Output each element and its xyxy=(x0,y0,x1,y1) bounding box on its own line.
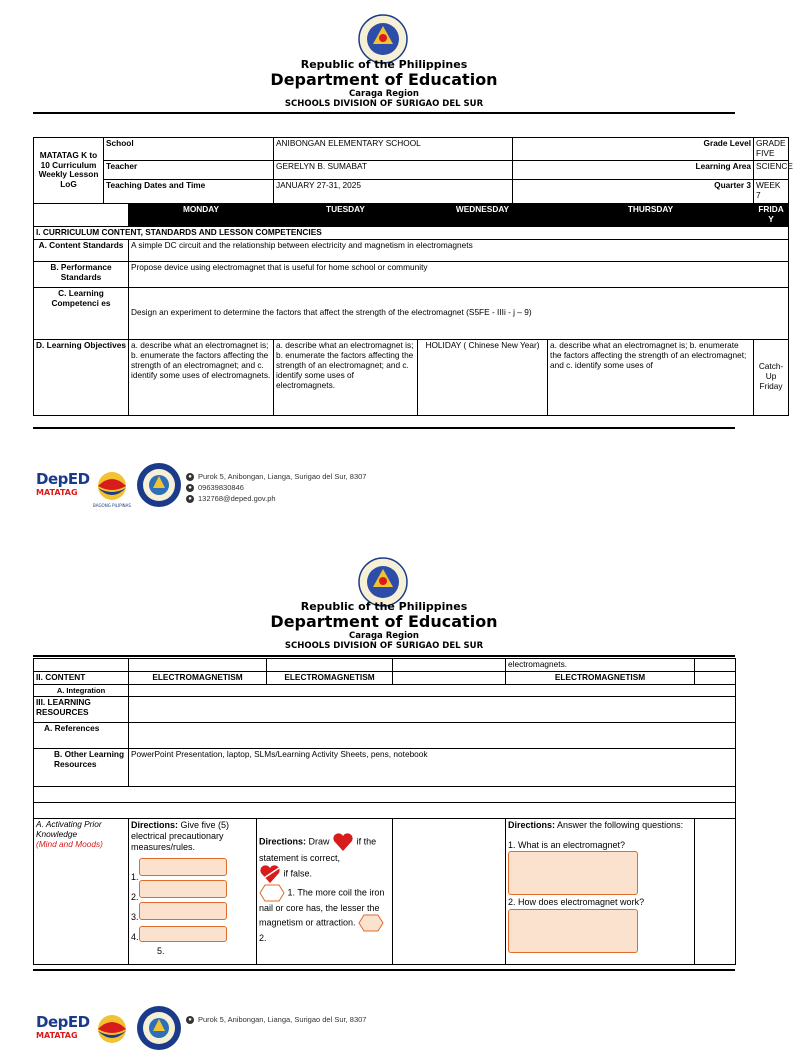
address-text: Purok 5, Anibongan, Lianga, Surigao del Sur, 8307 xyxy=(198,472,367,481)
week-value: WEEK 7 xyxy=(754,179,789,203)
lesson-log-table xyxy=(33,137,793,416)
section-1-title: I. CURRICULUM CONTENT, STANDARDS AND LESSON COMPETENCIES xyxy=(34,226,789,239)
objectives-wednesday: HOLIDAY ( Chinese New Year) xyxy=(418,339,548,415)
answer-box-q2[interactable] xyxy=(508,909,638,953)
deped-wordmark: DepED xyxy=(36,1013,90,1031)
monday-item-3: 3. xyxy=(131,911,139,922)
tuesday-item-1: 1. The more coil the iron nail or core has, the lesser the magnetism or attraction. xyxy=(259,887,385,928)
weekly-log-box: MATATAG K to 10 Curriculum Weekly Lesson LoG xyxy=(34,138,104,204)
page-1-footer xyxy=(36,462,436,512)
references-label: A. References xyxy=(34,722,129,748)
objectives-monday: a. describe what an electromagnet is; b. enumerate the factors affecting the strength of an electromagnet; and c. identify some uses of electromagnets. xyxy=(129,339,274,415)
grade-label: Grade Level xyxy=(513,138,754,161)
school-label: School xyxy=(104,138,274,161)
deped-seal-icon xyxy=(358,14,408,64)
republic-title: Republic of the Philippines xyxy=(300,600,468,613)
page-2-bottom-rule xyxy=(33,969,735,971)
department-title: Department of Education xyxy=(270,612,498,631)
quarter-label: Quarter 3 xyxy=(513,179,754,203)
other-resources-value: PowerPoint Presentation, laptop, SLMs/Learning Activity Sheets, pens, notebook xyxy=(129,748,736,786)
content-label: II. CONTENT xyxy=(34,671,129,684)
dates-value: JANUARY 27-31, 2025 xyxy=(274,179,513,203)
location-icon: ● xyxy=(186,473,194,481)
matatag-wordmark: MATATAG xyxy=(36,1031,78,1040)
grade-value: GRADE FIVE xyxy=(754,138,789,161)
answer-box-3[interactable] xyxy=(139,902,227,920)
day-tuesday: TUESDAY xyxy=(274,203,418,226)
header-rule xyxy=(33,112,735,114)
day-thursday: THURSDAY xyxy=(548,203,754,226)
mind-and-moods-label: (Mind and Moods) xyxy=(36,838,103,849)
day-friday: FRIDA Y xyxy=(754,203,789,226)
objectives-tuesday: a. describe what an electromagnet is; b. enumerate the factors affecting the strength of an electromagnet; and c. identify some uses of electromagnets. xyxy=(274,339,418,415)
address-text: Purok 5, Anibongan, Lianga, Surigao del Sur, 8307 xyxy=(198,1015,367,1024)
answer-box-1[interactable] xyxy=(139,858,227,876)
deped-wordmark: DepED xyxy=(36,470,90,488)
region-title: Caraga Region xyxy=(349,631,419,641)
objectives-thursday: a. describe what an electromagnet is; b. enumerate the factors affecting the strength of an electromagnet; and c. identify some uses of xyxy=(548,339,754,415)
page-1-bottom-rule xyxy=(33,427,735,429)
tuesday-directions-b: if the statement is correct, xyxy=(259,836,377,863)
learning-competencies-label: C. Learning Competenci es xyxy=(34,287,129,339)
content-monday: ELECTROMAGNETISM xyxy=(129,671,267,684)
matatag-wordmark: MATATAG xyxy=(36,488,78,497)
page-2 xyxy=(0,545,768,1040)
lesson-log-table-continued xyxy=(33,658,736,965)
monday-directions: Give five (5) electrical precautionary measures/rules. xyxy=(131,819,230,853)
tuesday-directions-label: Directions: xyxy=(259,836,307,847)
contact-block xyxy=(186,1014,366,1025)
email-text: 132768@deped.gov.ph xyxy=(198,494,276,503)
other-resources-label: B. Other Learning Resources xyxy=(34,748,129,786)
teacher-label: Teacher xyxy=(104,160,274,179)
tuesday-directions-a: Draw xyxy=(308,836,330,847)
thursday-directions-label: Directions: xyxy=(508,819,556,830)
thursday-question-2: 2. How does electromagnet work? xyxy=(508,897,645,908)
header-rule xyxy=(33,655,735,657)
phone-icon: ● xyxy=(186,484,194,492)
monday-item-5: 5. xyxy=(157,945,165,956)
phone-text: 09639830846 xyxy=(198,483,244,492)
thursday-carryover: electromagnets. xyxy=(506,659,695,672)
tuesday-activity-cell xyxy=(257,818,393,964)
day-wednesday: WEDNESDAY xyxy=(418,203,548,226)
bagong-pilipinas-logo-icon xyxy=(92,1011,132,1051)
department-title: Department of Education xyxy=(270,70,498,89)
monday-item-4: 4. xyxy=(131,931,139,942)
location-icon: ● xyxy=(186,1016,194,1024)
school-value: ANIBONGAN ELEMENTARY SCHOOL xyxy=(274,138,513,161)
school-logo-icon xyxy=(136,462,182,508)
school-logo-icon xyxy=(136,1005,182,1051)
deped-logo xyxy=(36,1013,90,1051)
content-standards-value: A simple DC circuit and the relationship between electricity and magnetism in electromagnets xyxy=(129,239,789,261)
content-thursday: ELECTROMAGNETISM xyxy=(506,671,695,684)
tuesday-item-2: 2. xyxy=(259,933,267,944)
learning-objectives-label: D. Learning Objectives xyxy=(34,339,129,415)
division-title: SCHOOLS DIVISION OF SURIGAO DEL SUR xyxy=(284,641,484,651)
learning-resources-label: III. LEARNING RESOURCES xyxy=(34,696,129,722)
monday-directions-label: Directions: xyxy=(131,819,179,830)
learning-competencies-value: Design an experiment to determine the factors that affect the strength of the electromagnet (S5FE - IIIi - j – 9) xyxy=(129,287,789,339)
day-monday: MONDAY xyxy=(129,203,274,226)
deped-logo xyxy=(36,470,90,508)
bagong-pilipinas-logo-icon xyxy=(92,468,132,508)
content-standards-label: A. Content Standards xyxy=(34,239,129,261)
activating-label: A. Activating Prior Knowledge xyxy=(36,818,102,839)
area-label: Learning Area xyxy=(513,160,754,179)
bagong-text: BAGONG PILIPINAS xyxy=(93,503,131,508)
objectives-friday: Catch-Up Friday xyxy=(754,339,789,415)
region-title: Caraga Region xyxy=(349,89,419,99)
email-icon: ● xyxy=(186,495,194,503)
tuesday-false-text: if false. xyxy=(283,868,313,879)
answer-box-2[interactable] xyxy=(139,880,227,898)
integration-label: A. Integration xyxy=(34,684,129,696)
heart-icon xyxy=(332,832,354,852)
answer-hexagon-1[interactable] xyxy=(259,884,285,902)
monday-item-1: 1. xyxy=(131,871,139,882)
contact-block xyxy=(186,471,366,504)
thursday-question-1: 1. What is an electromagnet? xyxy=(508,839,626,850)
area-value: SCIENCE xyxy=(754,160,789,179)
answer-box-q1[interactable] xyxy=(508,851,638,895)
performance-standards-label: B. Performance Standards xyxy=(34,261,129,287)
broken-heart-icon xyxy=(259,864,281,884)
monday-item-2: 2. xyxy=(131,891,139,902)
thursday-directions: Answer the following questions: xyxy=(557,819,684,830)
republic-title: Republic of the Philippines xyxy=(300,58,468,71)
monday-activity-cell xyxy=(129,818,257,964)
performance-standards-value: Propose device using electromagnet that is useful for home school or community xyxy=(129,261,789,287)
dates-label: Teaching Dates and Time xyxy=(104,179,274,203)
answer-hexagon-2[interactable] xyxy=(358,914,384,932)
page-2-footer xyxy=(36,1005,436,1055)
thursday-activity-cell xyxy=(506,818,695,964)
answer-box-4[interactable] xyxy=(139,926,227,942)
content-tuesday: ELECTROMAGNETISM xyxy=(267,671,393,684)
division-title: SCHOOLS DIVISION OF SURIGAO DEL SUR xyxy=(284,99,484,109)
activating-prior-knowledge-cell xyxy=(34,818,129,964)
teacher-value: GERELYN B. SUMABAT xyxy=(274,160,513,179)
